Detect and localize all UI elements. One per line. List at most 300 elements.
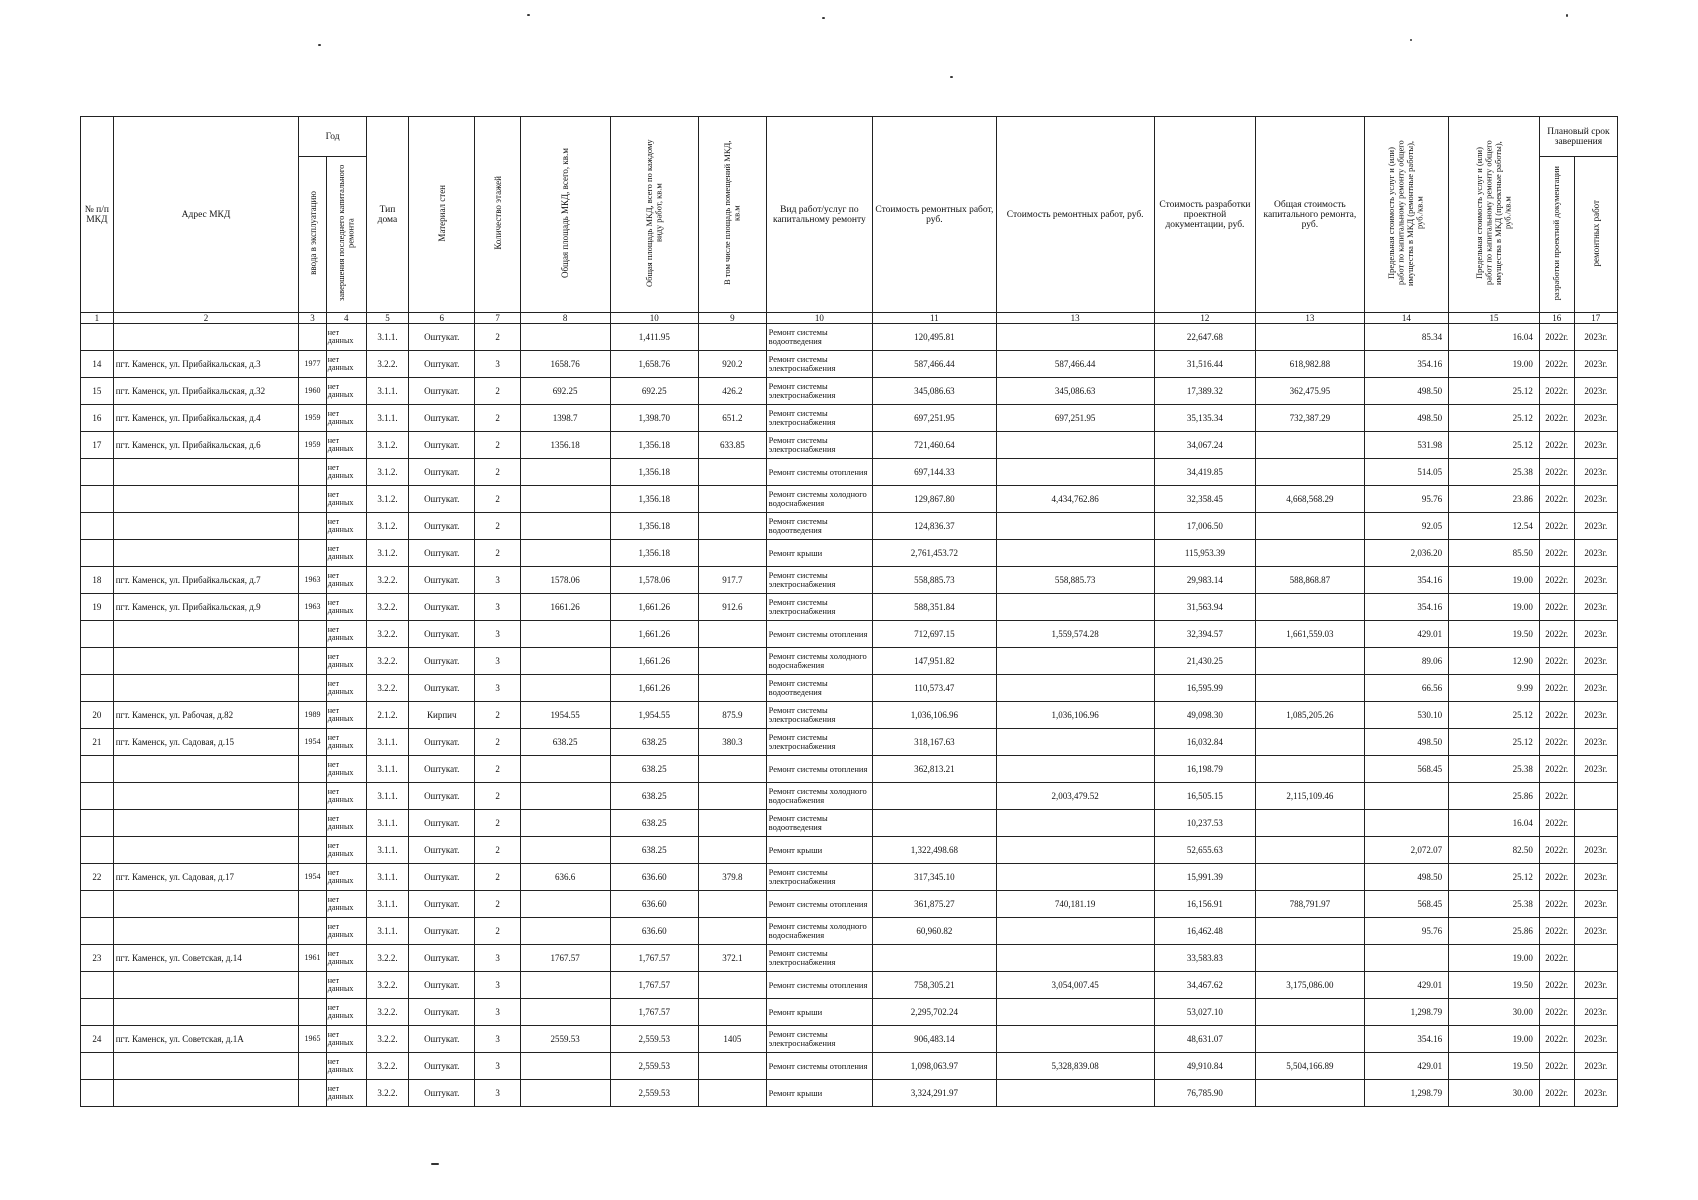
cell-total-cost — [1256, 459, 1365, 486]
cell-limit-cost-repair: 354.16 — [1364, 351, 1448, 378]
cell-address — [113, 918, 299, 945]
cell-house-type: 3.1.2. — [366, 486, 408, 513]
cell-total-cost: 3,175,086.00 — [1256, 972, 1365, 999]
header-work-type: Вид работ/услуг по капитальному ремонту — [766, 117, 873, 313]
cell-year-commission: 1954 — [299, 729, 326, 756]
cell-total-cost — [1256, 810, 1365, 837]
cell-deadline-repair — [1574, 810, 1617, 837]
cell-repair-cost-total — [996, 756, 1154, 783]
cell-repair-cost: 588,351.84 — [873, 594, 996, 621]
cell-premises-area — [699, 999, 767, 1026]
cell-repair-cost: 362,813.21 — [873, 756, 996, 783]
cell-address — [113, 648, 299, 675]
cell-limit-cost-repair: 429.01 — [1364, 1053, 1448, 1080]
cell-row-number — [81, 1053, 114, 1080]
cell-deadline-repair — [1574, 945, 1617, 972]
table-row — [81, 621, 1618, 648]
cell-area-per-work: 1,398.70 — [610, 405, 699, 432]
cell-floors: 3 — [475, 1026, 520, 1053]
cell-total-area: 1398.7 — [520, 405, 610, 432]
cell-area-per-work: 1,661.26 — [610, 675, 699, 702]
cell-floors: 2 — [475, 540, 520, 567]
cell-deadline-design: 2022г. — [1539, 945, 1574, 972]
cell-wall-material: Оштукат. — [409, 621, 475, 648]
cell-limit-cost-design: 19.50 — [1449, 972, 1540, 999]
cell-limit-cost-design: 16.04 — [1449, 324, 1540, 351]
cell-total-area — [520, 1080, 610, 1107]
cell-work-type: Ремонт системы электроснабжения — [766, 567, 873, 594]
cell-limit-cost-design: 30.00 — [1449, 1080, 1540, 1107]
cell-limit-cost-repair: 85.34 — [1364, 324, 1448, 351]
header-limit-cost-design — [1449, 117, 1540, 313]
cell-year-last-repair: нет данных — [326, 810, 366, 837]
cell-wall-material: Оштукат. — [409, 729, 475, 756]
cell-year-last-repair: нет данных — [326, 351, 366, 378]
cell-premises-area — [699, 837, 767, 864]
cell-premises-area — [699, 675, 767, 702]
cell-deadline-repair: 2023г. — [1574, 351, 1617, 378]
cell-work-type: Ремонт системы холодного водоснабжения — [766, 783, 873, 810]
cell-wall-material: Оштукат. — [409, 486, 475, 513]
cell-work-type: Ремонт системы электроснабжения — [766, 702, 873, 729]
cell-work-type: Ремонт системы электроснабжения — [766, 378, 873, 405]
cell-deadline-repair: 2023г. — [1574, 756, 1617, 783]
cell-house-type: 3.2.2. — [366, 594, 408, 621]
cell-premises-area — [699, 513, 767, 540]
cell-row-number: 22 — [81, 864, 114, 891]
column-number: 16 — [1539, 313, 1574, 324]
cell-area-per-work: 638.25 — [610, 837, 699, 864]
cell-deadline-repair: 2023г. — [1574, 513, 1617, 540]
cell-work-type: Ремонт системы электроснабжения — [766, 864, 873, 891]
table-row — [81, 324, 1618, 351]
cell-work-type: Ремонт системы отопления — [766, 891, 873, 918]
cell-deadline-repair: 2023г. — [1574, 837, 1617, 864]
cell-work-type: Ремонт системы водоотведения — [766, 675, 873, 702]
cell-deadline-design: 2022г. — [1539, 459, 1574, 486]
cell-house-type: 3.1.1. — [366, 891, 408, 918]
column-number: 13 — [1256, 313, 1365, 324]
cell-house-type: 3.1.1. — [366, 756, 408, 783]
cell-limit-cost-design: 9.99 — [1449, 675, 1540, 702]
header-premises-area — [699, 117, 767, 313]
cell-total-area — [520, 540, 610, 567]
cell-total-area — [520, 783, 610, 810]
cell-work-type: Ремонт системы электроснабжения — [766, 351, 873, 378]
cell-wall-material: Оштукат. — [409, 783, 475, 810]
cell-premises-area: 917.7 — [699, 567, 767, 594]
cell-premises-area — [699, 324, 767, 351]
cell-area-per-work: 2,559.53 — [610, 1053, 699, 1080]
cell-floors: 3 — [475, 621, 520, 648]
cell-row-number — [81, 459, 114, 486]
cell-year-last-repair: нет данных — [326, 324, 366, 351]
cell-wall-material: Оштукат. — [409, 540, 475, 567]
cell-year-last-repair: нет данных — [326, 378, 366, 405]
cell-work-type: Ремонт системы водоотведения — [766, 810, 873, 837]
cell-row-number — [81, 918, 114, 945]
cell-design-cost: 17,006.50 — [1154, 513, 1255, 540]
cell-floors: 2 — [475, 810, 520, 837]
cell-premises-area — [699, 918, 767, 945]
cell-limit-cost-design: 12.54 — [1449, 513, 1540, 540]
cell-row-number — [81, 1080, 114, 1107]
cell-total-cost — [1256, 540, 1365, 567]
table-body — [81, 324, 1618, 1107]
cell-work-type: Ремонт системы электроснабжения — [766, 432, 873, 459]
column-number: 12 — [1154, 313, 1255, 324]
cell-year-last-repair: нет данных — [326, 621, 366, 648]
cell-total-cost: 1,085,205.26 — [1256, 702, 1365, 729]
cell-total-area — [520, 999, 610, 1026]
cell-area-per-work: 1,356.18 — [610, 432, 699, 459]
cell-limit-cost-design: 85.50 — [1449, 540, 1540, 567]
cell-deadline-repair: 2023г. — [1574, 891, 1617, 918]
cell-limit-cost-design: 25.12 — [1449, 702, 1540, 729]
table-row — [81, 567, 1618, 594]
cell-area-per-work: 1,767.57 — [610, 945, 699, 972]
cell-work-type: Ремонт системы электроснабжения — [766, 405, 873, 432]
header-wall-material-text: Материал стен — [436, 184, 447, 242]
cell-deadline-repair: 2023г. — [1574, 1080, 1617, 1107]
cell-area-per-work: 638.25 — [610, 783, 699, 810]
cell-wall-material: Кирпич — [409, 702, 475, 729]
column-number: 10 — [766, 313, 873, 324]
cell-address: пгт. Каменск, ул. Рабочая, д.82 — [113, 702, 299, 729]
column-number: 10 — [610, 313, 699, 324]
column-number: 14 — [1364, 313, 1448, 324]
cell-floors: 2 — [475, 837, 520, 864]
cell-design-cost: 34,067.24 — [1154, 432, 1255, 459]
header-total-area-text: Общая площадь МКД, всего, кв.м — [560, 147, 571, 279]
cell-area-per-work: 1,661.26 — [610, 594, 699, 621]
cell-premises-area — [699, 486, 767, 513]
column-number: 4 — [326, 313, 366, 324]
cell-total-cost — [1256, 1080, 1365, 1107]
cell-design-cost: 76,785.90 — [1154, 1080, 1255, 1107]
cell-year-commission — [299, 621, 326, 648]
cell-work-type: Ремонт системы электроснабжения — [766, 729, 873, 756]
cell-floors: 2 — [475, 864, 520, 891]
cell-design-cost: 52,655.63 — [1154, 837, 1255, 864]
cell-total-area: 1578.06 — [520, 567, 610, 594]
cell-limit-cost-repair — [1364, 945, 1448, 972]
cell-deadline-repair: 2023г. — [1574, 972, 1617, 999]
column-number: 13 — [996, 313, 1154, 324]
cell-limit-cost-design: 25.38 — [1449, 891, 1540, 918]
cell-address: пгт. Каменск, ул. Садовая, д.17 — [113, 864, 299, 891]
cell-premises-area — [699, 1080, 767, 1107]
cell-repair-cost-total — [996, 594, 1154, 621]
cell-limit-cost-design: 19.50 — [1449, 621, 1540, 648]
cell-repair-cost-total: 740,181.19 — [996, 891, 1154, 918]
cell-year-last-repair: нет данных — [326, 540, 366, 567]
cell-design-cost: 48,631.07 — [1154, 1026, 1255, 1053]
cell-repair-cost-total — [996, 864, 1154, 891]
cell-year-last-repair: нет данных — [326, 837, 366, 864]
cell-address — [113, 837, 299, 864]
cell-total-area: 638.25 — [520, 729, 610, 756]
column-number: 5 — [366, 313, 408, 324]
cell-deadline-design: 2022г. — [1539, 918, 1574, 945]
cell-limit-cost-repair: 92.05 — [1364, 513, 1448, 540]
header-area-per-work-text: Общая площадь МКД, всего по каждому виду работ, кв.м — [643, 139, 664, 287]
cell-repair-cost: 697,144.33 — [873, 459, 996, 486]
cell-total-cost: 588,868.87 — [1256, 567, 1365, 594]
cell-repair-cost: 2,295,702.24 — [873, 999, 996, 1026]
cell-total-cost: 1,661,559.03 — [1256, 621, 1365, 648]
cell-area-per-work: 2,559.53 — [610, 1026, 699, 1053]
cell-address — [113, 540, 299, 567]
cell-wall-material: Оштукат. — [409, 459, 475, 486]
cell-area-per-work: 636.60 — [610, 891, 699, 918]
cell-total-area — [520, 837, 610, 864]
cell-area-per-work: 1,411.95 — [610, 324, 699, 351]
table-row — [81, 594, 1618, 621]
cell-year-commission — [299, 1053, 326, 1080]
cell-total-area — [520, 918, 610, 945]
cell-premises-area: 380.3 — [699, 729, 767, 756]
cell-repair-cost: 1,098,063.97 — [873, 1053, 996, 1080]
cell-total-area — [520, 1053, 610, 1080]
cell-design-cost: 16,198.79 — [1154, 756, 1255, 783]
header-deadline-repair-text: ремонтных работ — [1590, 199, 1601, 267]
cell-floors: 2 — [475, 378, 520, 405]
cell-work-type: Ремонт системы отопления — [766, 621, 873, 648]
cell-house-type: 3.1.1. — [366, 405, 408, 432]
cell-work-type: Ремонт системы отопления — [766, 1053, 873, 1080]
cell-wall-material: Оштукат. — [409, 999, 475, 1026]
cell-repair-cost-total — [996, 1080, 1154, 1107]
cell-row-number: 18 — [81, 567, 114, 594]
cell-limit-cost-repair: 66.56 — [1364, 675, 1448, 702]
cell-repair-cost-total: 587,466.44 — [996, 351, 1154, 378]
table-row — [81, 648, 1618, 675]
cell-wall-material: Оштукат. — [409, 1080, 475, 1107]
cell-year-last-repair: нет данных — [326, 945, 366, 972]
cell-row-number — [81, 540, 114, 567]
cell-limit-cost-repair: 95.76 — [1364, 486, 1448, 513]
cell-work-type: Ремонт крыши — [766, 1080, 873, 1107]
cell-wall-material: Оштукат. — [409, 972, 475, 999]
cell-house-type: 3.2.2. — [366, 1080, 408, 1107]
cell-total-area: 2559.53 — [520, 1026, 610, 1053]
cell-floors: 3 — [475, 567, 520, 594]
cell-year-commission: 1963 — [299, 567, 326, 594]
repair-plan-sheet — [80, 116, 1618, 1107]
cell-design-cost: 115,953.39 — [1154, 540, 1255, 567]
cell-floors: 3 — [475, 594, 520, 621]
cell-limit-cost-repair: 568.45 — [1364, 756, 1448, 783]
cell-total-cost — [1256, 945, 1365, 972]
cell-year-commission: 1963 — [299, 594, 326, 621]
cell-floors: 3 — [475, 1080, 520, 1107]
cell-year-last-repair: нет данных — [326, 486, 366, 513]
cell-total-cost: 362,475.95 — [1256, 378, 1365, 405]
cell-wall-material: Оштукат. — [409, 513, 475, 540]
cell-area-per-work: 1,767.57 — [610, 972, 699, 999]
cell-deadline-repair: 2023г. — [1574, 648, 1617, 675]
cell-total-area: 1658.76 — [520, 351, 610, 378]
cell-area-per-work: 636.60 — [610, 864, 699, 891]
cell-deadline-design: 2022г. — [1539, 351, 1574, 378]
table-row — [81, 864, 1618, 891]
cell-repair-cost-total: 5,328,839.08 — [996, 1053, 1154, 1080]
cell-repair-cost: 758,305.21 — [873, 972, 996, 999]
cell-deadline-repair: 2023г. — [1574, 918, 1617, 945]
cell-repair-cost-total — [996, 837, 1154, 864]
cell-repair-cost — [873, 810, 996, 837]
cell-total-cost: 788,791.97 — [1256, 891, 1365, 918]
cell-premises-area — [699, 756, 767, 783]
header-premises-area-text: В том числе площадь помещений МКД, кв.м — [721, 140, 742, 286]
header-year-commission-text: ввода в эксплуатацию — [307, 191, 318, 275]
cell-limit-cost-repair: 514.05 — [1364, 459, 1448, 486]
cell-premises-area — [699, 540, 767, 567]
cell-premises-area: 651.2 — [699, 405, 767, 432]
cell-work-type: Ремонт крыши — [766, 540, 873, 567]
cell-row-number — [81, 837, 114, 864]
cell-year-commission — [299, 756, 326, 783]
cell-year-commission — [299, 783, 326, 810]
cell-house-type: 3.1.1. — [366, 864, 408, 891]
cell-address — [113, 972, 299, 999]
cell-year-last-repair: нет данных — [326, 891, 366, 918]
header-wall-material — [409, 117, 475, 313]
cell-address — [113, 1080, 299, 1107]
header-house-type: Тип дома — [366, 117, 408, 313]
cell-design-cost: 34,419.85 — [1154, 459, 1255, 486]
cell-row-number: 21 — [81, 729, 114, 756]
cell-deadline-design: 2022г. — [1539, 999, 1574, 1026]
cell-work-type: Ремонт системы отопления — [766, 756, 873, 783]
cell-year-commission — [299, 513, 326, 540]
cell-repair-cost: 110,573.47 — [873, 675, 996, 702]
cell-total-area: 636.6 — [520, 864, 610, 891]
cell-total-cost — [1256, 513, 1365, 540]
cell-floors: 2 — [475, 783, 520, 810]
cell-area-per-work: 1,661.26 — [610, 648, 699, 675]
cell-deadline-design: 2022г. — [1539, 486, 1574, 513]
cell-repair-cost-total — [996, 945, 1154, 972]
cell-address — [113, 783, 299, 810]
cell-repair-cost: 124,836.37 — [873, 513, 996, 540]
cell-year-last-repair: нет данных — [326, 405, 366, 432]
cell-address — [113, 486, 299, 513]
header-limit-cost-design-text: Предельная стоимость услуг и (или) работ по капитальному ремонту общего имущества в МКД (проектные работы), руб./кв.м — [1473, 140, 1513, 286]
cell-design-cost: 32,358.45 — [1154, 486, 1255, 513]
cell-row-number — [81, 621, 114, 648]
cell-total-area — [520, 756, 610, 783]
cell-limit-cost-design: 19.00 — [1449, 351, 1540, 378]
cell-repair-cost: 2,761,453.72 — [873, 540, 996, 567]
cell-limit-cost-design: 19.00 — [1449, 945, 1540, 972]
cell-area-per-work: 1,578.06 — [610, 567, 699, 594]
cell-area-per-work: 1,661.26 — [610, 621, 699, 648]
cell-repair-cost-total: 1,036,106.96 — [996, 702, 1154, 729]
cell-repair-cost: 318,167.63 — [873, 729, 996, 756]
column-number-row — [81, 313, 1618, 324]
cell-limit-cost-design: 19.00 — [1449, 594, 1540, 621]
cell-wall-material: Оштукат. — [409, 837, 475, 864]
table-row — [81, 486, 1618, 513]
cell-deadline-design: 2022г. — [1539, 864, 1574, 891]
cell-deadline-design: 2022г. — [1539, 1026, 1574, 1053]
cell-row-number: 20 — [81, 702, 114, 729]
cell-deadline-repair: 2023г. — [1574, 675, 1617, 702]
cell-row-number — [81, 810, 114, 837]
cell-address: пгт. Каменск, ул. Прибайкальская, д.9 — [113, 594, 299, 621]
cell-row-number: 14 — [81, 351, 114, 378]
cell-limit-cost-repair: 498.50 — [1364, 864, 1448, 891]
column-number: 9 — [699, 313, 767, 324]
cell-house-type: 3.1.2. — [366, 513, 408, 540]
cell-wall-material: Оштукат. — [409, 918, 475, 945]
cell-premises-area: 426.2 — [699, 378, 767, 405]
cell-repair-cost — [873, 783, 996, 810]
table-row — [81, 702, 1618, 729]
header-year-group: Год — [299, 117, 367, 157]
table-row — [81, 972, 1618, 999]
cell-year-commission — [299, 1080, 326, 1107]
cell-limit-cost-repair: 1,298.79 — [1364, 999, 1448, 1026]
cell-design-cost: 21,430.25 — [1154, 648, 1255, 675]
cell-limit-cost-repair: 530.10 — [1364, 702, 1448, 729]
cell-repair-cost: 906,483.14 — [873, 1026, 996, 1053]
cell-house-type: 3.2.2. — [366, 999, 408, 1026]
cell-year-commission — [299, 999, 326, 1026]
cell-deadline-repair: 2023г. — [1574, 324, 1617, 351]
cell-deadline-repair: 2023г. — [1574, 540, 1617, 567]
header-design-cost: Стоимость разработки проектной документации, руб. — [1154, 117, 1255, 313]
cell-repair-cost-total: 2,003,479.52 — [996, 783, 1154, 810]
cell-total-cost — [1256, 999, 1365, 1026]
cell-deadline-design: 2022г. — [1539, 675, 1574, 702]
cell-area-per-work: 636.60 — [610, 918, 699, 945]
cell-floors: 3 — [475, 675, 520, 702]
cell-year-last-repair: нет данных — [326, 756, 366, 783]
cell-design-cost: 49,910.84 — [1154, 1053, 1255, 1080]
cell-work-type: Ремонт системы холодного водоснабжения — [766, 486, 873, 513]
cell-wall-material: Оштукат. — [409, 432, 475, 459]
column-number: 3 — [299, 313, 326, 324]
cell-limit-cost-design: 23.86 — [1449, 486, 1540, 513]
cell-total-cost — [1256, 324, 1365, 351]
header-floors-text: Количество этажей — [492, 176, 503, 250]
cell-area-per-work: 692.25 — [610, 378, 699, 405]
cell-limit-cost-design: 25.86 — [1449, 783, 1540, 810]
cell-deadline-design: 2022г. — [1539, 1053, 1574, 1080]
cell-design-cost: 53,027.10 — [1154, 999, 1255, 1026]
cell-floors: 3 — [475, 648, 520, 675]
cell-repair-cost-total: 3,054,007.45 — [996, 972, 1154, 999]
cell-row-number — [81, 999, 114, 1026]
cell-deadline-repair: 2023г. — [1574, 1053, 1617, 1080]
cell-limit-cost-repair: 89.06 — [1364, 648, 1448, 675]
cell-year-commission — [299, 810, 326, 837]
cell-deadline-design: 2022г. — [1539, 540, 1574, 567]
cell-total-cost — [1256, 432, 1365, 459]
cell-limit-cost-repair: 354.16 — [1364, 594, 1448, 621]
cell-area-per-work: 1,356.18 — [610, 459, 699, 486]
table-row — [81, 945, 1618, 972]
cell-deadline-design: 2022г. — [1539, 837, 1574, 864]
cell-area-per-work: 638.25 — [610, 756, 699, 783]
cell-deadline-design: 2022г. — [1539, 513, 1574, 540]
cell-limit-cost-repair: 498.50 — [1364, 405, 1448, 432]
cell-total-area: 1954.55 — [520, 702, 610, 729]
cell-deadline-repair: 2023г. — [1574, 567, 1617, 594]
